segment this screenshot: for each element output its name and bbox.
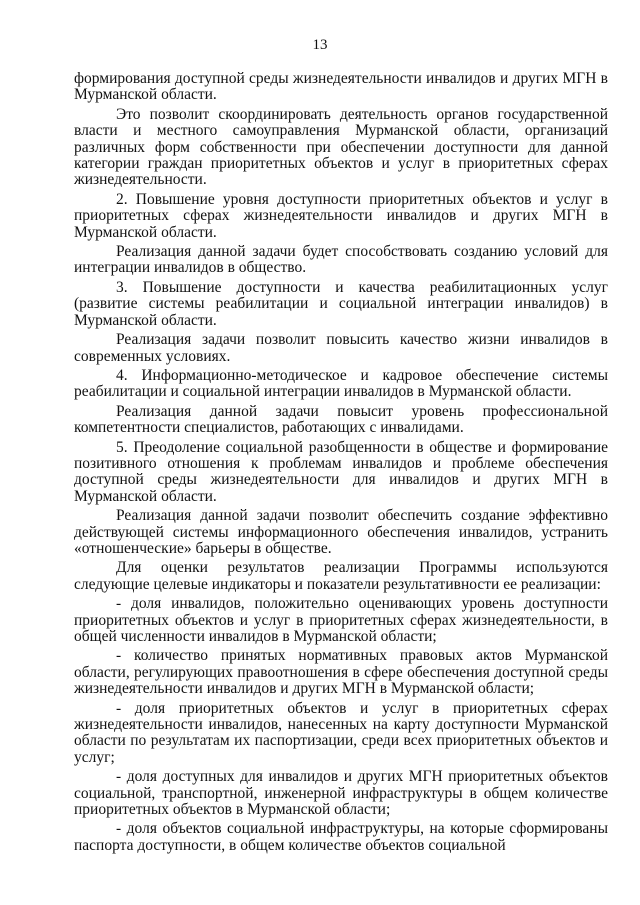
paragraph: Для оценки результатов реализации Программы используются следующие целевые индикаторы и показатели результативности ее реализации: — [74, 559, 608, 593]
paragraph: формирования доступной среды жизнедеятельности инвалидов и других МГН в Мурманской области. — [74, 70, 608, 104]
paragraph: 3. Повышение доступности и качества реабилитационных услуг (развитие системы реабилитации и социальной интеграции инвалидов) в Мурманской области. — [74, 278, 608, 329]
paragraph: Реализация данной задачи повысит уровень профессиональной компетентности специалистов, работающих с инвалидами. — [74, 402, 608, 437]
paragraph: Реализация данной задачи позволит обеспечить создание эффективно действующей системы информационного обеспечения инвалидов, устранить «отношенческие» барьеры в обществе. — [74, 507, 608, 557]
paragraph: 5. Преодоление социальной разобщенности в обществе и формирование позитивного отношения к проблемам инвалидов и проблеме обеспечения доступной среды жизнедеятельности для инвалидов и других МГН в Мурманской области. — [74, 438, 608, 505]
paragraph: Реализация данной задачи будет способствовать созданию условий для интеграции инвалидов в общество. — [74, 243, 608, 277]
paragraph: Это позволит скоординировать деятельность органов государственной власти и местного самоуправления Мурманской области, организаций различных форм собственности при обеспечении доступности для данной категории граждан приоритетных объектов и услуг в приоритетных сферах жизнедеятельности. — [74, 105, 608, 189]
list-item: - доля объектов социальной инфраструктуры, на которые сформированы паспорта доступности, в общем количестве объектов социальной — [74, 820, 608, 854]
list-item: - доля приоритетных объектов и услуг в приоритетных сферах жизнедеятельности инвалидов, нанесенных на карту доступности Мурманской области по результатам их паспортизации, среди всех приоритетных объектов и услуг; — [74, 699, 608, 766]
paragraph: 4. Информационно-методическое и кадровое обеспечение системы реабилитации и социальной интеграции инвалидов в Мурманской области. — [74, 366, 608, 401]
page-number: 13 — [312, 37, 328, 53]
document-body — [74, 71, 608, 857]
list-item: - доля доступных для инвалидов и других МГН приоритетных объектов социальной, транспортной, инженерной инфраструктуры в общем количестве приоритетных объектов в Мурманской области; — [74, 768, 608, 819]
paragraph: 2. Повышение уровня доступности приоритетных объектов и услуг в приоритетных сферах жизнедеятельности инвалидов и других МГН в Мурманской области. — [74, 190, 608, 241]
paragraph: Реализация задачи позволит повысить качество жизни инвалидов в современных условиях. — [74, 331, 608, 365]
list-item: - количество принятых нормативных правовых актов Мурманской области, регулирующих правоотношения в сфере обеспечения доступной среды жизнедеятельности инвалидов и других МГН в Мурманской области; — [74, 647, 608, 698]
list-item: - доля инвалидов, положительно оценивающих уровень доступности приоритетных объектов и услуг в приоритетных сферах жизнедеятельности, в общей численности инвалидов в Мурманской области; — [74, 595, 608, 645]
